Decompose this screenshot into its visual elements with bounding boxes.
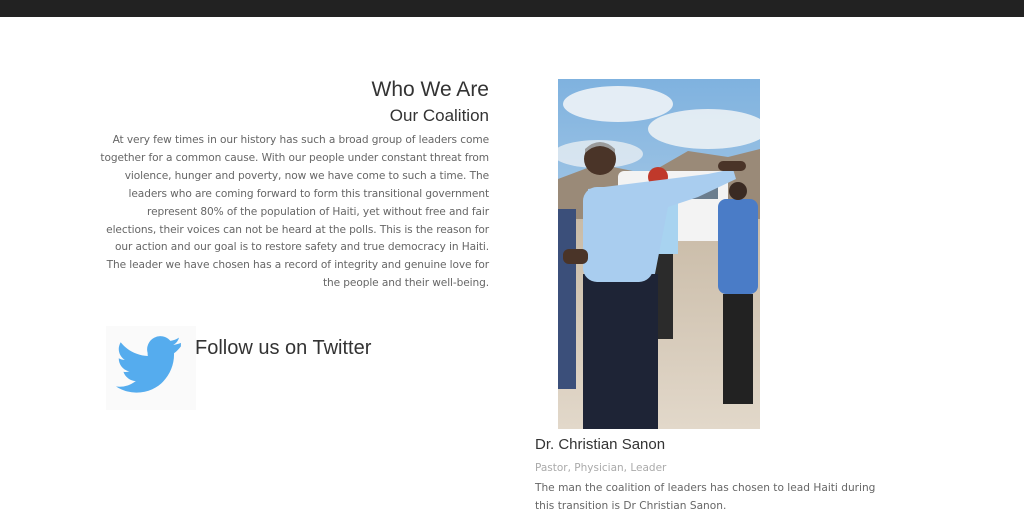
- section-subheading: Our Coalition: [389, 106, 489, 125]
- twitter-bird-icon: [116, 334, 182, 394]
- who-we-are-section: [100, 78, 489, 293]
- twitter-link[interactable]: [106, 326, 196, 410]
- leader-photo: [558, 79, 760, 429]
- section-heading: Who We Are: [371, 78, 489, 101]
- leader-name: Dr. Christian Sanon: [535, 436, 666, 453]
- top-bar: [0, 0, 1024, 17]
- coalition-description: At very few times in our history has such a broad group of leaders come together for a common cause. With our people under constant threat from violence, hunger and poverty, now we have come to such a time. The leaders who are coming forward to form this transitional government represent 80% of the population of Haiti, yet without free and fair elections, their voices can not be heard at the polls. This is the reason for our action and our goal is to restore safety and true democracy in Haiti. The leader we have chosen has a record of integrity and genuine love for the people and their well-being.: [100, 134, 489, 290]
- follow-twitter-link[interactable]: Follow us on Twitter: [195, 337, 372, 359]
- leader-role: Pastor, Physician, Leader: [535, 462, 667, 474]
- leader-description: The man the coalition of leaders has chosen to lead Haiti during this transition is Dr Christian Sanon.: [535, 482, 876, 512]
